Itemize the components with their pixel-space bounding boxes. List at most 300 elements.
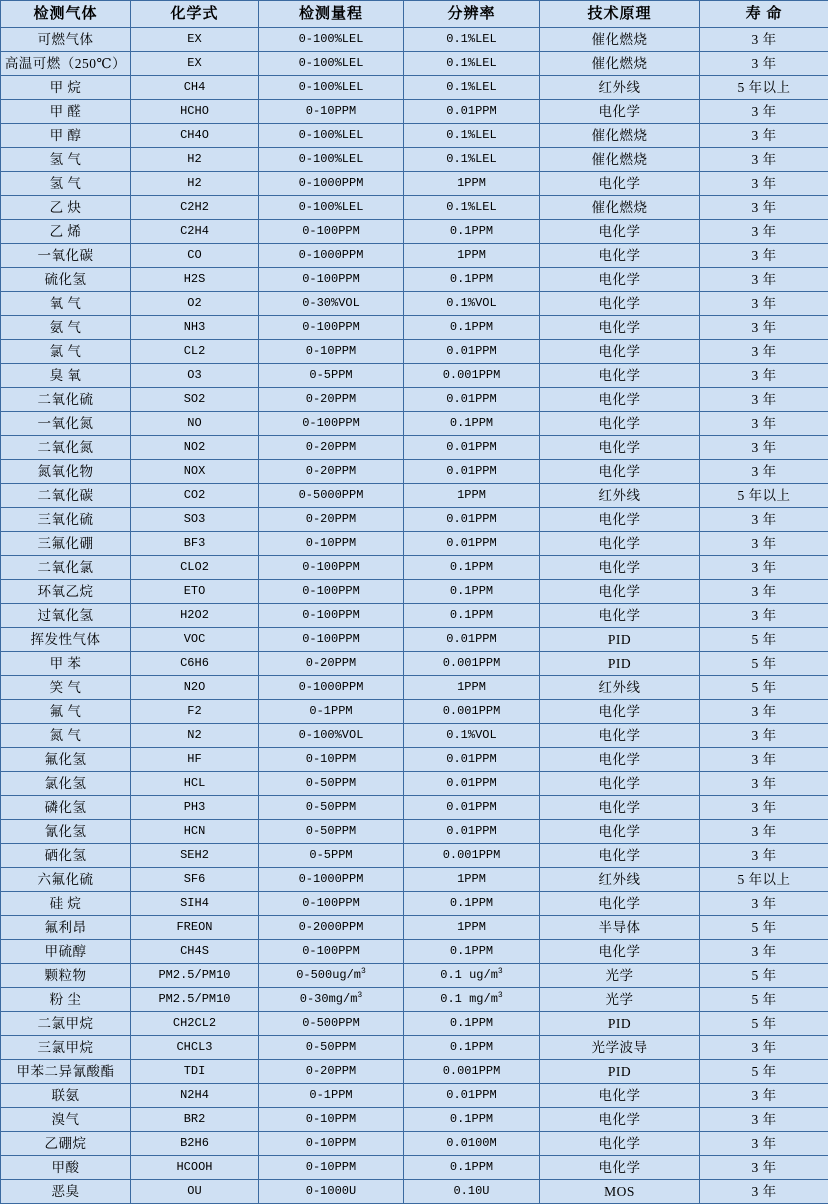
cell-gas-name: 乙 烯 [1, 220, 131, 244]
cell-chemical-formula: CO [131, 244, 259, 268]
cell-detection-range: 0-100%LEL [259, 52, 404, 76]
cell-lifetime: 3 年 [700, 940, 828, 964]
cell-resolution: 0.1PPM [404, 940, 540, 964]
table-row [1, 28, 828, 52]
table-row [1, 1036, 828, 1060]
cell-gas-name: 甲酸 [1, 1156, 131, 1180]
cell-resolution: 0.01PPM [404, 820, 540, 844]
table-row [1, 724, 828, 748]
cell-technology: 电化学 [540, 220, 700, 244]
cell-gas-name: 颗粒物 [1, 964, 131, 988]
table-row [1, 676, 828, 700]
cell-chemical-formula: CO2 [131, 484, 259, 508]
cell-chemical-formula: SO2 [131, 388, 259, 412]
cell-chemical-formula: CH4S [131, 940, 259, 964]
cell-lifetime: 5 年 [700, 628, 828, 652]
cell-technology: 电化学 [540, 580, 700, 604]
cell-resolution: 0.1%LEL [404, 148, 540, 172]
cell-detection-range: 0-500PPM [259, 1012, 404, 1036]
cell-detection-range: 0-100PPM [259, 940, 404, 964]
cell-lifetime: 3 年 [700, 796, 828, 820]
cell-resolution: 0.1 $mg/m^3$ [404, 988, 540, 1012]
cell-gas-name: 乙硼烷 [1, 1132, 131, 1156]
cell-lifetime: 3 年 [700, 844, 828, 868]
cell-lifetime: 3 年 [700, 892, 828, 916]
cell-resolution: 0.01PPM [404, 340, 540, 364]
cell-lifetime: 3 年 [700, 772, 828, 796]
cell-chemical-formula: HCHO [131, 100, 259, 124]
table-row [1, 220, 828, 244]
cell-detection-range: 0-100PPM [259, 268, 404, 292]
cell-resolution: 0.01PPM [404, 460, 540, 484]
cell-lifetime: 3 年 [700, 148, 828, 172]
cell-lifetime: 3 年 [700, 172, 828, 196]
table-row [1, 1012, 828, 1036]
cell-resolution: 0.1 $ug/m^3$ [404, 964, 540, 988]
cell-gas-name: 三氯甲烷 [1, 1036, 131, 1060]
cell-lifetime: 3 年 [700, 604, 828, 628]
cell-technology: PID [540, 1060, 700, 1084]
cell-detection-range: $0-30mg/m^3$ [259, 988, 404, 1012]
table-row [1, 700, 828, 724]
cell-gas-name: 氯化氢 [1, 772, 131, 796]
column-header-technology: 技术原理 [540, 1, 700, 28]
cell-chemical-formula: HCN [131, 820, 259, 844]
table-row [1, 916, 828, 940]
cell-gas-name: 三氧化硫 [1, 508, 131, 532]
table-row [1, 340, 828, 364]
cell-technology: 催化燃烧 [540, 196, 700, 220]
cell-detection-range: 0-20PPM [259, 508, 404, 532]
cell-detection-range: 0-5000PPM [259, 484, 404, 508]
cell-lifetime: 5 年以上 [700, 76, 828, 100]
cell-detection-range: 0-5PPM [259, 844, 404, 868]
cell-detection-range: 0-30%VOL [259, 292, 404, 316]
cell-chemical-formula: SEH2 [131, 844, 259, 868]
cell-detection-range: 0-10PPM [259, 1156, 404, 1180]
table-header-row [1, 1, 828, 28]
table-row [1, 1108, 828, 1132]
column-header-resolution: 分辨率 [404, 1, 540, 28]
cell-lifetime: 3 年 [700, 532, 828, 556]
cell-gas-name: 挥发性气体 [1, 628, 131, 652]
table-row [1, 364, 828, 388]
cell-resolution: 0.01PPM [404, 748, 540, 772]
cell-lifetime: 3 年 [700, 1036, 828, 1060]
cell-lifetime: 3 年 [700, 460, 828, 484]
cell-lifetime: 3 年 [700, 1084, 828, 1108]
cell-detection-range: 0-5PPM [259, 364, 404, 388]
cell-lifetime: 3 年 [700, 268, 828, 292]
cell-lifetime: 5 年 [700, 1060, 828, 1084]
cell-gas-name: 三氟化硼 [1, 532, 131, 556]
cell-resolution: 0.1PPM [404, 604, 540, 628]
cell-technology: 催化燃烧 [540, 52, 700, 76]
cell-gas-name: 氟利昂 [1, 916, 131, 940]
cell-detection-range: 0-100%LEL [259, 76, 404, 100]
table-row [1, 1084, 828, 1108]
cell-gas-name: 甲 醛 [1, 100, 131, 124]
cell-resolution: 0.01PPM [404, 772, 540, 796]
cell-technology: 光学 [540, 964, 700, 988]
cell-chemical-formula: N2O [131, 676, 259, 700]
cell-technology: 红外线 [540, 484, 700, 508]
cell-lifetime: 5 年 [700, 988, 828, 1012]
cell-technology: 电化学 [540, 364, 700, 388]
cell-detection-range: 0-50PPM [259, 772, 404, 796]
table-row [1, 1132, 828, 1156]
table-row [1, 148, 828, 172]
table-row [1, 628, 828, 652]
cell-gas-name: 高温可燃（250℃） [1, 52, 131, 76]
cell-detection-range: 0-100PPM [259, 316, 404, 340]
cell-chemical-formula: CH2CL2 [131, 1012, 259, 1036]
cell-lifetime: 3 年 [700, 292, 828, 316]
cell-chemical-formula: C2H2 [131, 196, 259, 220]
cell-gas-name: 氢 气 [1, 148, 131, 172]
cell-detection-range: 0-100PPM [259, 604, 404, 628]
table-row [1, 292, 828, 316]
cell-detection-range: 0-10PPM [259, 1132, 404, 1156]
cell-detection-range: 0-1PPM [259, 700, 404, 724]
cell-chemical-formula: NO [131, 412, 259, 436]
cell-gas-name: 二氧化氯 [1, 556, 131, 580]
cell-technology: 光学波导 [540, 1036, 700, 1060]
cell-detection-range: 0-1000PPM [259, 172, 404, 196]
cell-lifetime: 3 年 [700, 1180, 828, 1204]
table-row [1, 796, 828, 820]
cell-resolution: 0.0100M [404, 1132, 540, 1156]
cell-gas-name: 可燃气体 [1, 28, 131, 52]
cell-resolution: 0.01PPM [404, 508, 540, 532]
table-row [1, 1180, 828, 1204]
table-body [1, 28, 828, 1204]
cell-lifetime: 3 年 [700, 388, 828, 412]
cell-lifetime: 5 年 [700, 652, 828, 676]
cell-gas-name: 甲 苯 [1, 652, 131, 676]
cell-technology: 电化学 [540, 508, 700, 532]
cell-chemical-formula: FREON [131, 916, 259, 940]
cell-gas-name: 氮氧化物 [1, 460, 131, 484]
cell-chemical-formula: OU [131, 1180, 259, 1204]
cell-detection-range: 0-1000U [259, 1180, 404, 1204]
table-row [1, 988, 828, 1012]
cell-detection-range: 0-100PPM [259, 580, 404, 604]
cell-resolution: 0.01PPM [404, 628, 540, 652]
cell-lifetime: 3 年 [700, 364, 828, 388]
cell-technology: 电化学 [540, 172, 700, 196]
cell-resolution: 0.10U [404, 1180, 540, 1204]
cell-technology: 电化学 [540, 1084, 700, 1108]
cell-gas-name: 甲 烷 [1, 76, 131, 100]
column-header-range: 检测量程 [259, 1, 404, 28]
cell-detection-range: 0-10PPM [259, 100, 404, 124]
table-row [1, 100, 828, 124]
cell-technology: 电化学 [540, 460, 700, 484]
cell-technology: PID [540, 628, 700, 652]
cell-detection-range: 0-20PPM [259, 460, 404, 484]
cell-resolution: 0.1PPM [404, 892, 540, 916]
cell-resolution: 0.1PPM [404, 412, 540, 436]
table-row [1, 52, 828, 76]
cell-detection-range: 0-1000PPM [259, 868, 404, 892]
cell-lifetime: 3 年 [700, 100, 828, 124]
cell-resolution: 0.1PPM [404, 268, 540, 292]
table-row [1, 940, 828, 964]
table-row [1, 268, 828, 292]
cell-chemical-formula: EX [131, 28, 259, 52]
cell-technology: 电化学 [540, 772, 700, 796]
cell-lifetime: 5 年 [700, 964, 828, 988]
table-row [1, 556, 828, 580]
cell-chemical-formula: SIH4 [131, 892, 259, 916]
cell-resolution: 0.001PPM [404, 700, 540, 724]
cell-chemical-formula: SF6 [131, 868, 259, 892]
cell-resolution: 0.001PPM [404, 1060, 540, 1084]
cell-resolution: 0.01PPM [404, 100, 540, 124]
cell-lifetime: 3 年 [700, 52, 828, 76]
cell-resolution: 0.1%VOL [404, 292, 540, 316]
table-row [1, 1156, 828, 1180]
cell-gas-name: 二氯甲烷 [1, 1012, 131, 1036]
cell-chemical-formula: N2 [131, 724, 259, 748]
cell-technology: 电化学 [540, 844, 700, 868]
cell-resolution: 0.01PPM [404, 796, 540, 820]
cell-detection-range: 0-100PPM [259, 556, 404, 580]
cell-detection-range: 0-2000PPM [259, 916, 404, 940]
cell-technology: 电化学 [540, 388, 700, 412]
cell-detection-range: $0-500ug/m^3$ [259, 964, 404, 988]
cell-lifetime: 3 年 [700, 220, 828, 244]
cell-resolution: 0.1PPM [404, 556, 540, 580]
cell-resolution: 0.01PPM [404, 388, 540, 412]
table-row [1, 772, 828, 796]
cell-chemical-formula: CH4 [131, 76, 259, 100]
cell-chemical-formula: NOX [131, 460, 259, 484]
cell-lifetime: 3 年 [700, 412, 828, 436]
cell-technology: 电化学 [540, 292, 700, 316]
cell-gas-name: 氧 气 [1, 292, 131, 316]
cell-chemical-formula: PM2.5/PM10 [131, 988, 259, 1012]
table-row [1, 868, 828, 892]
cell-detection-range: 0-100%LEL [259, 124, 404, 148]
cell-technology: 光学 [540, 988, 700, 1012]
cell-detection-range: 0-50PPM [259, 796, 404, 820]
table-row [1, 484, 828, 508]
cell-detection-range: 0-100%LEL [259, 196, 404, 220]
table-row [1, 532, 828, 556]
table-row [1, 172, 828, 196]
cell-lifetime: 3 年 [700, 580, 828, 604]
cell-chemical-formula: H2 [131, 148, 259, 172]
cell-technology: 电化学 [540, 436, 700, 460]
cell-chemical-formula: B2H6 [131, 1132, 259, 1156]
cell-resolution: 0.01PPM [404, 436, 540, 460]
cell-chemical-formula: NO2 [131, 436, 259, 460]
cell-technology: 红外线 [540, 868, 700, 892]
table-row [1, 460, 828, 484]
cell-resolution: 1PPM [404, 916, 540, 940]
cell-technology: 电化学 [540, 700, 700, 724]
cell-detection-range: 0-50PPM [259, 1036, 404, 1060]
cell-lifetime: 5 年 [700, 916, 828, 940]
cell-resolution: 0.01PPM [404, 1084, 540, 1108]
cell-technology: PID [540, 1012, 700, 1036]
cell-gas-name: 二氧化硫 [1, 388, 131, 412]
cell-resolution: 0.1%VOL [404, 724, 540, 748]
cell-gas-name: 恶臭 [1, 1180, 131, 1204]
cell-lifetime: 3 年 [700, 28, 828, 52]
cell-gas-name: 甲硫醇 [1, 940, 131, 964]
cell-resolution: 0.1PPM [404, 220, 540, 244]
cell-lifetime: 3 年 [700, 124, 828, 148]
cell-chemical-formula: BF3 [131, 532, 259, 556]
cell-gas-name: 氯 气 [1, 340, 131, 364]
cell-technology: 半导体 [540, 916, 700, 940]
cell-technology: 电化学 [540, 412, 700, 436]
cell-resolution: 0.1PPM [404, 1012, 540, 1036]
cell-gas-name: 硅 烷 [1, 892, 131, 916]
table-row [1, 412, 828, 436]
cell-resolution: 0.1%LEL [404, 28, 540, 52]
cell-gas-name: 甲 醇 [1, 124, 131, 148]
cell-technology: 电化学 [540, 820, 700, 844]
cell-gas-name: 一氧化碳 [1, 244, 131, 268]
table-row [1, 964, 828, 988]
table-row [1, 820, 828, 844]
cell-chemical-formula: CLO2 [131, 556, 259, 580]
cell-detection-range: 0-20PPM [259, 652, 404, 676]
cell-chemical-formula: C2H4 [131, 220, 259, 244]
cell-lifetime: 3 年 [700, 196, 828, 220]
cell-detection-range: 0-20PPM [259, 1060, 404, 1084]
cell-gas-name: 甲苯二异氰酸酯 [1, 1060, 131, 1084]
cell-lifetime: 3 年 [700, 1108, 828, 1132]
cell-chemical-formula: CH4O [131, 124, 259, 148]
cell-detection-range: 0-10PPM [259, 1108, 404, 1132]
cell-technology: 电化学 [540, 100, 700, 124]
cell-chemical-formula: NH3 [131, 316, 259, 340]
cell-technology: 催化燃烧 [540, 148, 700, 172]
cell-gas-name: 臭 氧 [1, 364, 131, 388]
table-row [1, 580, 828, 604]
cell-gas-name: 过氧化氢 [1, 604, 131, 628]
cell-chemical-formula: CHCL3 [131, 1036, 259, 1060]
table-row [1, 196, 828, 220]
cell-technology: 电化学 [540, 796, 700, 820]
cell-technology: 电化学 [540, 556, 700, 580]
cell-resolution: 0.1PPM [404, 1036, 540, 1060]
table-row [1, 316, 828, 340]
cell-resolution: 0.1%LEL [404, 52, 540, 76]
cell-detection-range: 0-10PPM [259, 532, 404, 556]
table-row [1, 892, 828, 916]
cell-chemical-formula: VOC [131, 628, 259, 652]
cell-lifetime: 5 年以上 [700, 868, 828, 892]
cell-resolution: 1PPM [404, 172, 540, 196]
cell-gas-name: 二氧化氮 [1, 436, 131, 460]
cell-lifetime: 3 年 [700, 556, 828, 580]
cell-chemical-formula: TDI [131, 1060, 259, 1084]
cell-gas-name: 二氧化碳 [1, 484, 131, 508]
cell-technology: 电化学 [540, 724, 700, 748]
table-row [1, 844, 828, 868]
cell-lifetime: 3 年 [700, 700, 828, 724]
cell-detection-range: 0-100PPM [259, 892, 404, 916]
cell-detection-range: 0-100%LEL [259, 148, 404, 172]
cell-chemical-formula: HF [131, 748, 259, 772]
cell-detection-range: 0-1PPM [259, 1084, 404, 1108]
cell-chemical-formula: PM2.5/PM10 [131, 964, 259, 988]
cell-detection-range: 0-100PPM [259, 412, 404, 436]
cell-resolution: 0.1%LEL [404, 76, 540, 100]
cell-detection-range: 0-50PPM [259, 820, 404, 844]
table-row [1, 652, 828, 676]
cell-gas-name: 乙 炔 [1, 196, 131, 220]
cell-technology: 催化燃烧 [540, 124, 700, 148]
table-row [1, 604, 828, 628]
cell-gas-name: 环氧乙烷 [1, 580, 131, 604]
cell-detection-range: 0-100PPM [259, 628, 404, 652]
cell-chemical-formula: EX [131, 52, 259, 76]
cell-detection-range: 0-10PPM [259, 748, 404, 772]
cell-resolution: 0.1%LEL [404, 196, 540, 220]
cell-technology: 电化学 [540, 244, 700, 268]
cell-resolution: 0.01PPM [404, 532, 540, 556]
cell-lifetime: 5 年 [700, 676, 828, 700]
cell-technology: 电化学 [540, 1156, 700, 1180]
table-row [1, 508, 828, 532]
cell-resolution: 0.1PPM [404, 1156, 540, 1180]
cell-lifetime: 3 年 [700, 1132, 828, 1156]
cell-gas-name: 联氨 [1, 1084, 131, 1108]
cell-detection-range: 0-100%VOL [259, 724, 404, 748]
cell-technology: 催化燃烧 [540, 28, 700, 52]
cell-gas-name: 硫化氢 [1, 268, 131, 292]
cell-gas-name: 粉 尘 [1, 988, 131, 1012]
cell-detection-range: 0-100%LEL [259, 28, 404, 52]
table-row [1, 436, 828, 460]
cell-lifetime: 3 年 [700, 748, 828, 772]
cell-technology: 红外线 [540, 676, 700, 700]
cell-chemical-formula: F2 [131, 700, 259, 724]
cell-resolution: 0.1PPM [404, 316, 540, 340]
cell-resolution: 1PPM [404, 676, 540, 700]
cell-technology: 电化学 [540, 604, 700, 628]
cell-technology: 电化学 [540, 1108, 700, 1132]
cell-lifetime: 3 年 [700, 244, 828, 268]
cell-technology: 电化学 [540, 340, 700, 364]
table-row [1, 244, 828, 268]
cell-lifetime: 3 年 [700, 340, 828, 364]
cell-lifetime: 3 年 [700, 508, 828, 532]
cell-chemical-formula: HCL [131, 772, 259, 796]
cell-detection-range: 0-100PPM [259, 220, 404, 244]
cell-lifetime: 3 年 [700, 316, 828, 340]
cell-chemical-formula: HCOOH [131, 1156, 259, 1180]
cell-gas-name: 一氧化氮 [1, 412, 131, 436]
table-row [1, 1060, 828, 1084]
cell-technology: 电化学 [540, 748, 700, 772]
cell-detection-range: 0-20PPM [259, 388, 404, 412]
cell-chemical-formula: O2 [131, 292, 259, 316]
cell-technology: 红外线 [540, 76, 700, 100]
cell-detection-range: 0-1000PPM [259, 676, 404, 700]
cell-detection-range: 0-1000PPM [259, 244, 404, 268]
cell-resolution: 1PPM [404, 868, 540, 892]
cell-resolution: 0.1PPM [404, 1108, 540, 1132]
cell-detection-range: 0-20PPM [259, 436, 404, 460]
